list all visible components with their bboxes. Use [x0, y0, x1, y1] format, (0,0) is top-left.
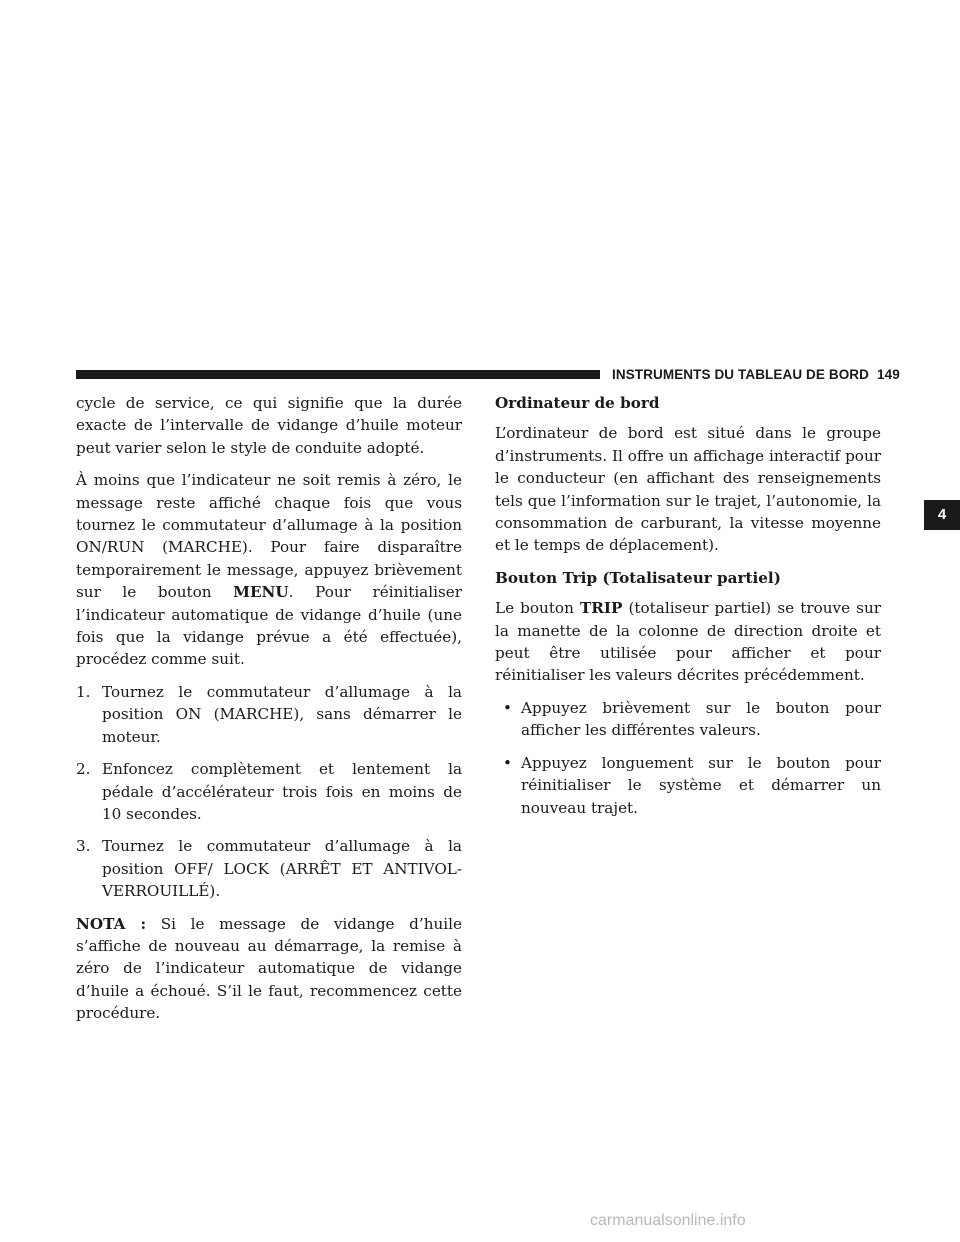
section-heading: Bouton Trip (Totalisateur partiel)	[495, 568, 781, 587]
trip-button-term: TRIP	[579, 599, 623, 618]
section-heading: Ordinateur de bord	[495, 394, 660, 412]
note: NOTA : Si le message de vidange d’huile s’affiche de nouveau au démarrage, la remise à zéro de l’indicateur automatique de vidange d’huile a échoué. S’il le faut, recommencez cette procédure.	[76, 914, 462, 1023]
right-column	[495, 392, 881, 829]
paragraph: À moins que l’indicateur ne soit remis à zéro, le message reste affiché chaque fois que vous tournez le commutateur d’allumage à la position ON/RUN (MARCHE). Pour faire disparaître temporairement le message, appuyez brièvement sur le bouton MENU. Pour réinitialiser l’indicateur automatique de vidange d’huile (une fois que la vidange prévue a été effectuée), procédez comme suit.	[76, 471, 462, 669]
page-number: 149	[877, 367, 900, 382]
list-item: • Appuyez longuement sur le bouton pour réinitialiser le système et démarrer un nouveau trajet.	[503, 753, 881, 817]
list-item: 2. Enfoncez complètement et lentement la pédale d’accélérateur trois fois en moins de 10 secondes.	[76, 760, 462, 823]
bullet-icon: •	[503, 753, 512, 772]
watermark: carmanualsonline.info	[590, 1212, 746, 1229]
paragraph: L’ordinateur de bord est situé dans le groupe d’instruments. Il offre un affichage interactif pour le conducteur (en affichant des renseignements tels que l’information sur le trajet, l’autonomie, la consommation de carburant, la vitesse moyenne et le temps de déplacement).	[495, 424, 881, 555]
header-rule	[76, 370, 600, 379]
list-item: 3. Tournez le commutateur d’allumage à la position OFF/ LOCK (ARRÊT ET ANTIVOL-VERROUILLÉ).	[76, 837, 462, 901]
menu-button-term: MENU	[233, 583, 289, 602]
list-item: 1. Tournez le commutateur d’allumage à la position ON (MARCHE), sans démarrer le moteur.	[76, 682, 462, 746]
running-header	[612, 367, 900, 382]
bullet-icon: •	[503, 698, 512, 717]
list-item: • Appuyez brièvement sur le bouton pour afficher les différentes valeurs.	[503, 698, 881, 740]
section-title: INSTRUMENTS DU TABLEAU DE BORD	[612, 367, 869, 382]
paragraph: cycle de service, ce qui signifie que la durée exacte de l’intervalle de vidange d’huile moteur peut varier selon le style de conduite adopté.	[76, 394, 462, 457]
chapter-tab: 4	[924, 500, 960, 530]
paragraph: Le bouton TRIP (totaliseur partiel) se trouve sur la manette de la colonne de direction droite et peut être utilisée pour afficher et pour réinitialiser les valeurs décrites précédemment.	[495, 599, 882, 685]
left-column	[76, 392, 462, 1035]
note-label: NOTA :	[76, 914, 147, 933]
